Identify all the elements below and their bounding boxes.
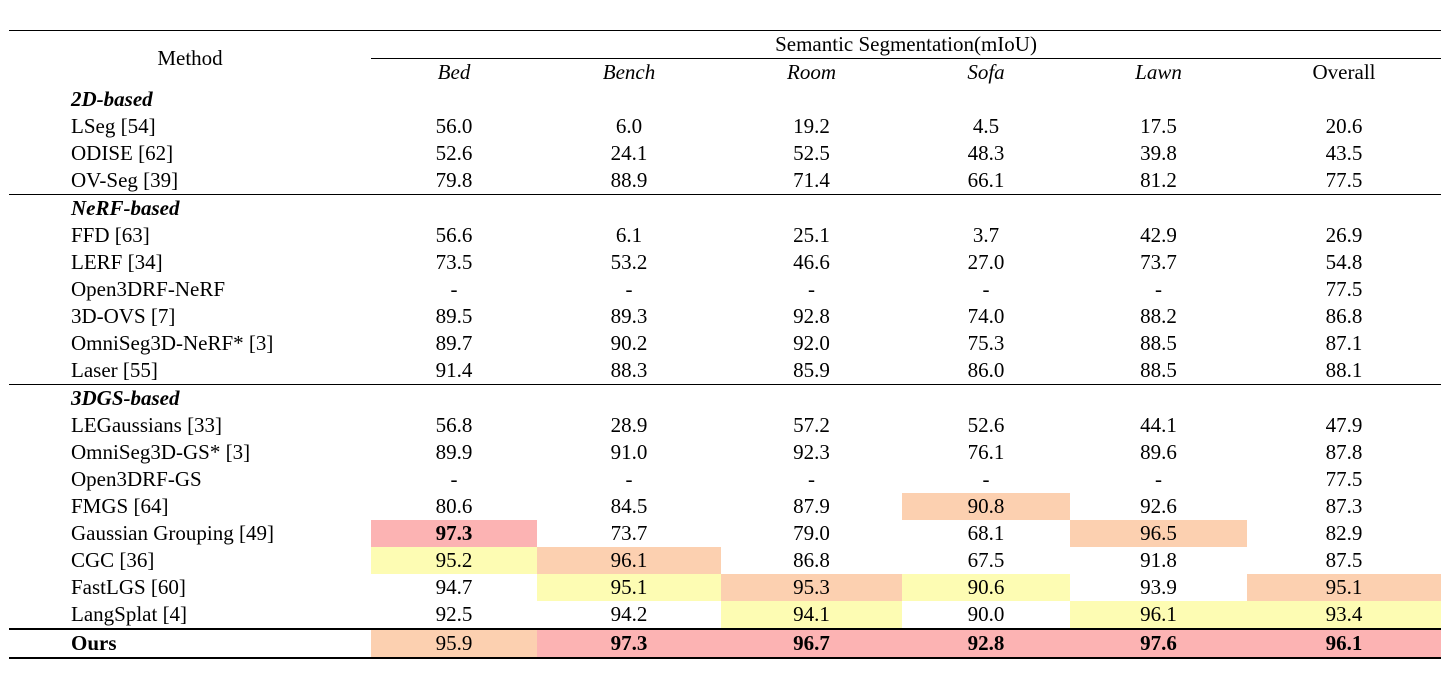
value-cell: 89.9 bbox=[435, 440, 473, 464]
value-cell: 6.1 bbox=[615, 223, 643, 247]
value-cell: 56.8 bbox=[435, 413, 473, 437]
empty-cell bbox=[1070, 86, 1247, 113]
empty-cell bbox=[1247, 385, 1441, 413]
value-cell: 97.6 bbox=[1070, 629, 1247, 658]
value-cell: 77.5 bbox=[1325, 168, 1363, 192]
value-cell: 92.6 bbox=[1140, 494, 1177, 518]
value-cell: 73.7 bbox=[1140, 250, 1177, 274]
value-cell: 48.3 bbox=[967, 141, 1005, 165]
table-row bbox=[9, 249, 1441, 276]
method-name: ODISE [62] bbox=[71, 141, 174, 165]
table-row bbox=[9, 439, 1441, 466]
value-cell: 87.3 bbox=[1325, 494, 1363, 518]
value-cell: 86.8 bbox=[793, 548, 830, 572]
value-cell: 94.2 bbox=[610, 602, 648, 626]
value-cell: 87.1 bbox=[1325, 331, 1363, 355]
value-cell: 82.9 bbox=[1325, 521, 1363, 545]
value-cell: 87.5 bbox=[1325, 548, 1363, 572]
table-row bbox=[9, 113, 1441, 140]
value-cell: 3.7 bbox=[972, 223, 1000, 247]
empty-cell bbox=[902, 86, 1070, 113]
method-name: FFD [63] bbox=[71, 223, 150, 247]
value-cell: 81.2 bbox=[1140, 168, 1177, 192]
method-name: FastLGS [60] bbox=[71, 575, 186, 599]
empty-cell bbox=[721, 195, 902, 223]
method-name: LERF [34] bbox=[71, 250, 163, 274]
value-cell: 56.6 bbox=[435, 223, 473, 247]
section-header-row bbox=[9, 86, 1441, 113]
value-cell: 76.1 bbox=[967, 440, 1005, 464]
table-row bbox=[9, 547, 1441, 574]
value-cell: 87.9 bbox=[793, 494, 830, 518]
value-cell: 86.0 bbox=[967, 358, 1005, 382]
value-cell: 53.2 bbox=[610, 250, 648, 274]
value-cell: 17.5 bbox=[1140, 114, 1177, 138]
value-cell: 97.3 bbox=[537, 629, 721, 658]
table-row bbox=[9, 466, 1441, 493]
value-cell: 52.6 bbox=[435, 141, 473, 165]
empty-cell bbox=[721, 385, 902, 413]
value-cell: 96.7 bbox=[721, 629, 902, 658]
value-cell: 47.9 bbox=[1325, 413, 1363, 437]
value-cell: 77.5 bbox=[1325, 277, 1363, 301]
section-label: 2D-based bbox=[71, 87, 153, 111]
value-cell: 27.0 bbox=[967, 250, 1005, 274]
method-name: Open3DRF-NeRF bbox=[71, 277, 226, 301]
value-cell: 92.8 bbox=[793, 304, 830, 328]
section-header-row bbox=[9, 385, 1441, 413]
value-cell: 54.8 bbox=[1325, 250, 1363, 274]
value-cell: 79.8 bbox=[435, 168, 473, 192]
value-cell: 77.5 bbox=[1325, 467, 1363, 491]
empty-cell bbox=[537, 86, 721, 113]
value-cell: 94.1 bbox=[721, 601, 902, 629]
empty-cell bbox=[537, 195, 721, 223]
section-header-row bbox=[9, 195, 1441, 223]
method-column-header: Method bbox=[9, 31, 371, 87]
value-cell: 87.8 bbox=[1325, 440, 1363, 464]
value-cell: 88.9 bbox=[610, 168, 648, 192]
table-row bbox=[9, 412, 1441, 439]
value-cell: - bbox=[625, 277, 633, 301]
value-cell: 20.6 bbox=[1325, 114, 1363, 138]
value-cell: 95.3 bbox=[721, 574, 902, 601]
table-row bbox=[9, 222, 1441, 249]
value-cell: 92.0 bbox=[793, 331, 830, 355]
value-cell: 91.4 bbox=[435, 358, 473, 382]
empty-cell bbox=[537, 385, 721, 413]
value-cell: 73.5 bbox=[435, 250, 473, 274]
value-cell: 97.3 bbox=[371, 520, 537, 547]
table-row bbox=[9, 276, 1441, 303]
method-name: OmniSeg3D-GS* [3] bbox=[71, 440, 251, 464]
empty-cell bbox=[721, 86, 902, 113]
value-cell: 90.6 bbox=[902, 574, 1070, 601]
value-cell: 88.2 bbox=[1140, 304, 1177, 328]
empty-cell bbox=[1247, 86, 1441, 113]
value-cell: 57.2 bbox=[793, 413, 830, 437]
value-cell: 67.5 bbox=[967, 548, 1005, 572]
value-cell: 92.3 bbox=[793, 440, 830, 464]
method-name: LEGaussians [33] bbox=[71, 413, 223, 437]
column-header-bed: Bed bbox=[371, 59, 537, 87]
value-cell: 73.7 bbox=[610, 521, 648, 545]
table-row bbox=[9, 574, 1441, 601]
results-table bbox=[9, 30, 1441, 659]
empty-cell bbox=[1070, 195, 1247, 223]
value-cell: - bbox=[982, 467, 990, 491]
method-name: 3D-OVS [7] bbox=[71, 304, 176, 328]
empty-cell bbox=[371, 385, 537, 413]
table-row bbox=[9, 167, 1441, 195]
method-name: Open3DRF-GS bbox=[71, 467, 202, 491]
value-cell: 86.8 bbox=[1325, 304, 1363, 328]
section-label: 3DGS-based bbox=[9, 385, 371, 413]
value-cell: 44.1 bbox=[1140, 413, 1177, 437]
empty-cell bbox=[902, 195, 1070, 223]
semantic-segmentation-header: Semantic Segmentation(mIoU) bbox=[371, 31, 1441, 59]
table-row bbox=[9, 601, 1441, 629]
value-cell: 19.2 bbox=[793, 114, 830, 138]
value-cell: 88.1 bbox=[1325, 358, 1363, 382]
value-cell: 91.8 bbox=[1140, 548, 1177, 572]
value-cell: 89.3 bbox=[610, 304, 648, 328]
value-cell: 95.1 bbox=[537, 574, 721, 601]
table-row bbox=[9, 303, 1441, 330]
method-name-ours: Ours bbox=[9, 629, 371, 658]
value-cell: 88.5 bbox=[1140, 331, 1177, 355]
value-cell: 92.5 bbox=[435, 602, 473, 626]
value-cell: 6.0 bbox=[615, 114, 643, 138]
value-cell: 56.0 bbox=[435, 114, 473, 138]
column-header-bench: Bench bbox=[537, 59, 721, 87]
value-cell: 39.8 bbox=[1140, 141, 1177, 165]
value-cell: 90.0 bbox=[967, 602, 1005, 626]
value-cell: 66.1 bbox=[967, 168, 1005, 192]
value-cell: 46.6 bbox=[793, 250, 830, 274]
value-cell: 75.3 bbox=[967, 331, 1005, 355]
value-cell: 89.5 bbox=[435, 304, 473, 328]
value-cell: 89.7 bbox=[435, 331, 473, 355]
empty-cell bbox=[1247, 195, 1441, 223]
value-cell: 95.1 bbox=[1247, 574, 1441, 601]
value-cell: 91.0 bbox=[610, 440, 648, 464]
value-cell: 96.5 bbox=[1070, 520, 1247, 547]
method-name: OmniSeg3D-NeRF* [3] bbox=[71, 331, 274, 355]
section-label: NeRF-based bbox=[9, 195, 371, 223]
value-cell: 25.1 bbox=[793, 223, 830, 247]
method-name: Gaussian Grouping [49] bbox=[71, 521, 274, 545]
method-name: OV-Seg [39] bbox=[71, 168, 179, 192]
method-name: LSeg [54] bbox=[71, 114, 156, 138]
value-cell: 89.6 bbox=[1140, 440, 1177, 464]
value-cell: - bbox=[808, 277, 815, 301]
value-cell: 94.7 bbox=[435, 575, 473, 599]
table-row bbox=[9, 493, 1441, 520]
value-cell: - bbox=[625, 467, 633, 491]
column-header-lawn: Lawn bbox=[1070, 59, 1247, 87]
value-cell: 71.4 bbox=[793, 168, 830, 192]
table-row bbox=[9, 330, 1441, 357]
value-cell: 42.9 bbox=[1140, 223, 1177, 247]
value-cell: - bbox=[1155, 277, 1162, 301]
value-cell: 92.8 bbox=[902, 629, 1070, 658]
value-cell: 93.9 bbox=[1140, 575, 1177, 599]
value-cell: - bbox=[450, 277, 458, 301]
table-row bbox=[9, 140, 1441, 167]
method-name: Laser [55] bbox=[71, 358, 158, 382]
value-cell: 68.1 bbox=[967, 521, 1005, 545]
value-cell: 24.1 bbox=[610, 141, 648, 165]
empty-cell bbox=[1070, 385, 1247, 413]
value-cell: 52.5 bbox=[793, 141, 830, 165]
empty-cell bbox=[371, 195, 537, 223]
value-cell: - bbox=[808, 467, 815, 491]
column-header-overall: Overall bbox=[1247, 59, 1441, 87]
value-cell: 74.0 bbox=[967, 304, 1005, 328]
value-cell: 90.2 bbox=[610, 331, 648, 355]
value-cell: 93.4 bbox=[1247, 601, 1441, 629]
value-cell: 80.6 bbox=[435, 494, 473, 518]
value-cell: - bbox=[450, 467, 458, 491]
table-row bbox=[9, 357, 1441, 385]
column-header-sofa: Sofa bbox=[902, 59, 1070, 87]
method-name: FMGS [64] bbox=[71, 494, 169, 518]
method-name: CGC [36] bbox=[71, 548, 155, 572]
column-header-room: Room bbox=[721, 59, 902, 87]
value-cell: - bbox=[982, 277, 990, 301]
value-cell: 79.0 bbox=[793, 521, 830, 545]
value-cell: 96.1 bbox=[1247, 629, 1441, 658]
value-cell: 85.9 bbox=[793, 358, 830, 382]
value-cell: 95.9 bbox=[371, 629, 537, 658]
empty-cell bbox=[371, 86, 537, 113]
value-cell: 28.9 bbox=[610, 413, 648, 437]
ours-row bbox=[9, 629, 1441, 658]
value-cell: - bbox=[1155, 467, 1162, 491]
value-cell: 88.3 bbox=[610, 358, 648, 382]
value-cell: 84.5 bbox=[610, 494, 648, 518]
empty-cell bbox=[902, 385, 1070, 413]
value-cell: 26.9 bbox=[1325, 223, 1363, 247]
value-cell: 90.8 bbox=[902, 493, 1070, 520]
value-cell: 4.5 bbox=[972, 114, 1000, 138]
method-name: LangSplat [4] bbox=[71, 602, 188, 626]
value-cell: 95.2 bbox=[371, 547, 537, 574]
value-cell: 96.1 bbox=[537, 547, 721, 574]
value-cell: 52.6 bbox=[967, 413, 1005, 437]
table-row bbox=[9, 520, 1441, 547]
value-cell: 88.5 bbox=[1140, 358, 1177, 382]
value-cell: 43.5 bbox=[1325, 141, 1363, 165]
value-cell: 96.1 bbox=[1070, 601, 1247, 629]
